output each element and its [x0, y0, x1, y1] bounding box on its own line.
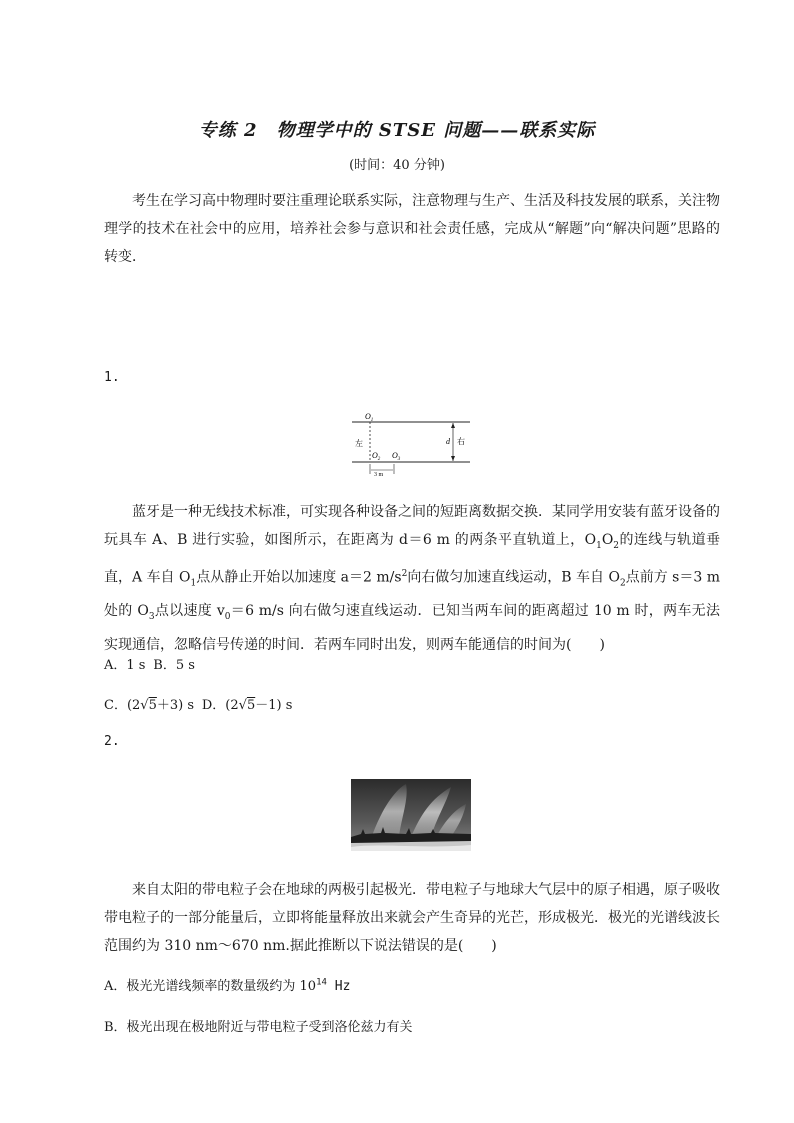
question-1-options-ab [104, 654, 195, 673]
o2-label: $O_2$ [372, 451, 381, 462]
o3-label: $O_3$ [392, 451, 401, 462]
question-1-options-cd [104, 694, 292, 713]
option-b: B．5 s [153, 658, 195, 673]
question-2-option-b: B．极光出现在极地附近与带电粒子受到洛伦兹力有关 [104, 1020, 413, 1035]
page-title: 专练 2 物理学中的 STSE 问题——联系实际 [198, 120, 596, 141]
right-label: 右 [457, 437, 465, 446]
question-2-number: 2. [104, 734, 120, 749]
distance-label: 3 m [374, 472, 384, 478]
intro-paragraph: 考生在学习高中物理时要注重理论联系实际，注意物理与生产、生活及科技发展的联系，关注物理学的技术在社会中的应用，培养社会参与意识和社会责任感，完成从“解题”向“解决问题”思路的转变． [104, 193, 720, 265]
left-label: 左 [355, 439, 363, 448]
question-2-text: 来自太阳的带电粒子会在地球的两极引起极光．带电粒子与地球大气层中的原子相遇，原子吸收带电粒子的一部分能量后，立即将能量释放出来就会产生奇异的光芒，形成极光．极光的光谱线波长范围约为 310 nm～670 nm.据此推断以下说法错误的是( ) [104, 882, 720, 954]
d-arrow-down [451, 456, 455, 461]
question-1-number: 1. [104, 370, 120, 385]
aurora-photo [351, 779, 471, 851]
question-1-text: 蓝牙是一种无线技术标准，可实现各种设备之间的短距离数据交换．某同学用安装有蓝牙设备的玩具车 A、B 进行实验，如图所示，在距离为 d＝6 m 的两条平直轨道上，$O_1O_2$的连线与轨道垂直，A 车自 $O_1$点从静止开始以加速度 a＝2 $m/s^2$向右做匀加速直线运动，B 车自 $O_2$点前方 s＝3 m 处的 $O_3$点以速度 $v_0=6$ m/s 向右做匀速直线运动．已知当两车间的距离超过 10 m 时，两车无法实现通信，忽略信号传递的时间．若两车同时出发，则两车能通信的时间为( ) [104, 504, 720, 654]
time-limit: (时间：40 分钟) [349, 158, 445, 173]
option-c: C．(2√5＋3) s [104, 698, 195, 713]
track-diagram [350, 408, 472, 478]
o1-label: $O_1$ [365, 412, 374, 423]
option-d: D．(2√5－1) s [201, 698, 293, 713]
option-a: A．1 s [104, 658, 146, 673]
d-arrow-up [451, 423, 455, 428]
d-label: d [446, 437, 450, 446]
question-2-option-a: A．极光光谱线频率的数量级约为 $10^{14}$ Hz [104, 977, 351, 994]
